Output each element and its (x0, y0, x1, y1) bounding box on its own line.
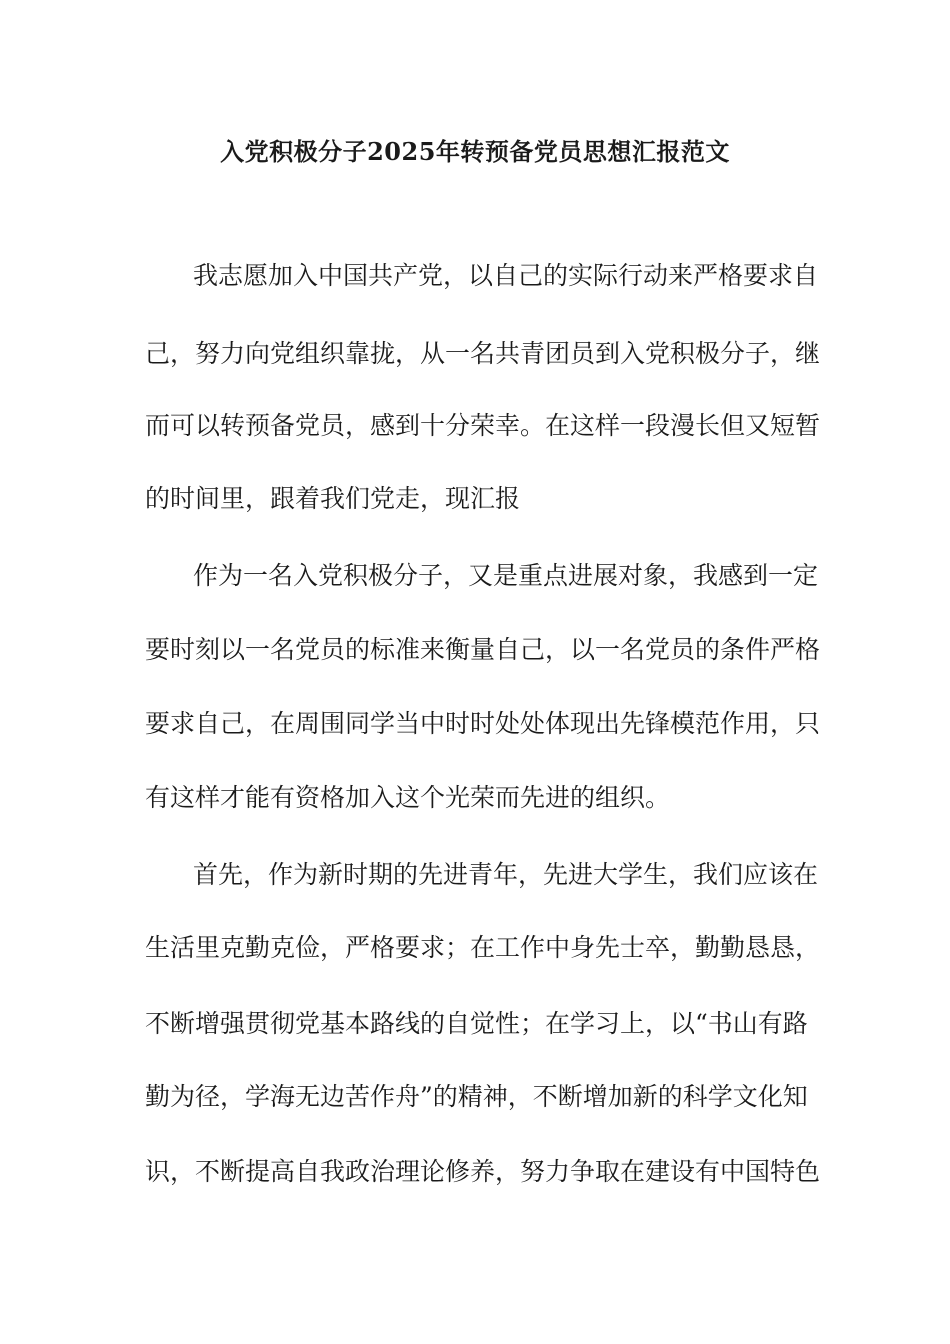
paragraph-line: 作为一名入党积极分子，又是重点进展对象，我感到一定 (193, 561, 819, 590)
paragraph-line: 首先，作为新时期的先进青年，先进大学生，我们应该在 (193, 860, 819, 889)
paragraph-line: 而可以转预备党员，感到十分荣幸。在这样一段漫长但又短暂 (145, 411, 821, 440)
paragraph-line: 有这样才能有资格加入这个光荣而先进的组织。 (145, 783, 671, 812)
paragraph-line: 己，努力向党组织靠拢，从一名共青团员到入党积极分子，继 (145, 339, 821, 368)
paragraph-line: 生活里克勤克俭，严格要求；在工作中身先士卒，勤勤恳恳， (145, 933, 821, 962)
document-title: 入党积极分子2025年转预备党员思想汇报范文 (220, 137, 730, 166)
paragraph-line: 的时间里，跟着我们党走，现汇报 (145, 484, 521, 513)
paragraph-line: 要求自己，在周围同学当中时时处处体现出先锋模范作用，只 (145, 709, 821, 738)
paragraph-line: 不断增强贯彻党基本路线的自觉性；在学习上，以“书山有路 (145, 1009, 808, 1038)
paragraph-line: 勤为径，学海无边苦作舟”的精神，不断增加新的科学文化知 (145, 1082, 808, 1111)
paragraph-line: 我志愿加入中国共产党，以自己的实际行动来严格要求自 (193, 261, 819, 290)
paragraph-line: 识，不断提高自我政治理论修养，努力争取在建设有中国特色 (145, 1157, 821, 1186)
paragraph-line: 要时刻以一名党员的标准来衡量自己，以一名党员的条件严格 (145, 635, 821, 664)
